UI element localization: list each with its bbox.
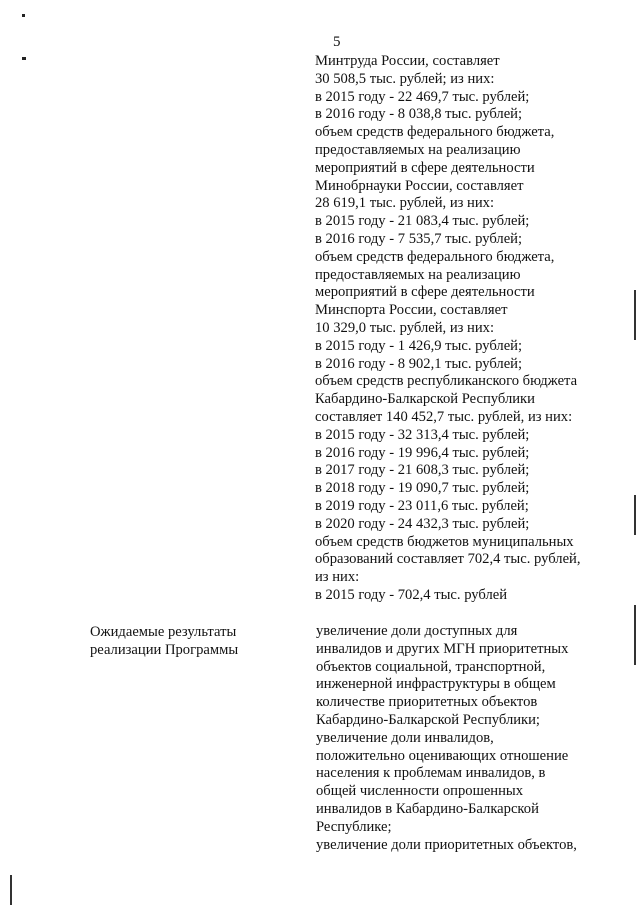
funding-line: в 2018 году - 19 090,7 тыс. рублей; <box>315 480 530 497</box>
funding-line: в 2017 году - 21 608,3 тыс. рублей; <box>315 462 530 479</box>
results-line: количестве приоритетных объектов <box>316 694 538 711</box>
results-section-label <box>90 623 238 659</box>
funding-line: образований составляет 702,4 тыс. рублей, <box>315 551 581 568</box>
funding-line: объем средств федерального бюджета, <box>315 248 555 265</box>
funding-line: в 2015 году - 702,4 тыс. рублей <box>315 586 508 603</box>
funding-line: 30 508,5 тыс. рублей; из них: <box>315 70 495 87</box>
page-number: 5 <box>333 34 341 50</box>
scan-edge-mark <box>634 290 636 340</box>
scan-edge-mark <box>634 495 636 535</box>
results-line: увеличение доли приоритетных объектов, <box>316 836 577 853</box>
scan-speck <box>22 14 25 17</box>
funding-text-block <box>315 53 615 605</box>
scan-speck <box>22 57 26 60</box>
results-line: объектов социальной, транспортной, <box>316 658 546 675</box>
funding-line: в 2016 году - 7 535,7 тыс. рублей; <box>315 230 523 247</box>
results-line: инвалидов в Кабардино-Балкарской <box>316 800 539 817</box>
funding-line: в 2020 году - 24 432,3 тыс. рублей; <box>315 515 530 532</box>
scan-edge-mark <box>10 875 12 905</box>
funding-line: мероприятий в сфере деятельности <box>315 284 535 301</box>
funding-line: в 2019 году - 23 011,6 тыс. рублей; <box>315 497 529 514</box>
funding-line: в 2015 году - 1 426,9 тыс. рублей; <box>315 337 523 354</box>
funding-line: Кабардино-Балкарской Республики <box>315 391 535 408</box>
results-line: Республике; <box>316 818 392 835</box>
results-line: увеличение доли доступных для <box>316 623 518 639</box>
results-label-line: реализации Программы <box>90 642 239 658</box>
results-line: населения к проблемам инвалидов, в <box>316 765 546 782</box>
funding-line: объем средств республиканского бюджета <box>315 373 578 390</box>
scan-edge-mark <box>634 605 636 665</box>
funding-line: составляет 140 452,7 тыс. рублей, из них: <box>315 408 573 425</box>
funding-line: в 2016 году - 19 996,4 тыс. рублей; <box>315 444 530 461</box>
funding-line: в 2015 году - 21 083,4 тыс. рублей; <box>315 213 530 230</box>
results-text-block <box>316 623 616 854</box>
funding-line: мероприятий в сфере деятельности <box>315 159 535 176</box>
funding-line: 10 329,0 тыс. рублей, из них: <box>315 319 495 336</box>
funding-line: в 2016 году - 8 902,1 тыс. рублей; <box>315 355 523 372</box>
funding-line: предоставляемых на реализацию <box>315 266 521 283</box>
results-line: Кабардино-Балкарской Республики; <box>316 711 540 728</box>
funding-line: в 2015 году - 22 469,7 тыс. рублей; <box>315 88 530 105</box>
results-line: инвалидов и других МГН приоритетных <box>316 640 569 657</box>
funding-line: в 2015 году - 32 313,4 тыс. рублей; <box>315 426 530 443</box>
results-line: инженерной инфраструктуры в общем <box>316 676 556 693</box>
funding-line: предоставляемых на реализацию <box>315 141 521 158</box>
funding-line: Минтруда России, составляет <box>315 53 500 69</box>
results-line: общей численности опрошенных <box>316 783 524 800</box>
funding-line: Минобрнауки России, составляет <box>315 177 524 194</box>
funding-line: из них: <box>315 569 360 586</box>
funding-line: объем средств бюджетов муниципальных <box>315 533 574 550</box>
results-line: положительно оценивающих отношение <box>316 747 569 764</box>
results-label-line: Ожидаемые результаты <box>90 624 237 640</box>
funding-line: 28 619,1 тыс. рублей, из них: <box>315 195 495 212</box>
funding-line: в 2016 году - 8 038,8 тыс. рублей; <box>315 106 523 123</box>
funding-line: Минспорта России, составляет <box>315 302 508 319</box>
results-line: увеличение доли инвалидов, <box>316 729 494 746</box>
funding-line: объем средств федерального бюджета, <box>315 124 555 141</box>
